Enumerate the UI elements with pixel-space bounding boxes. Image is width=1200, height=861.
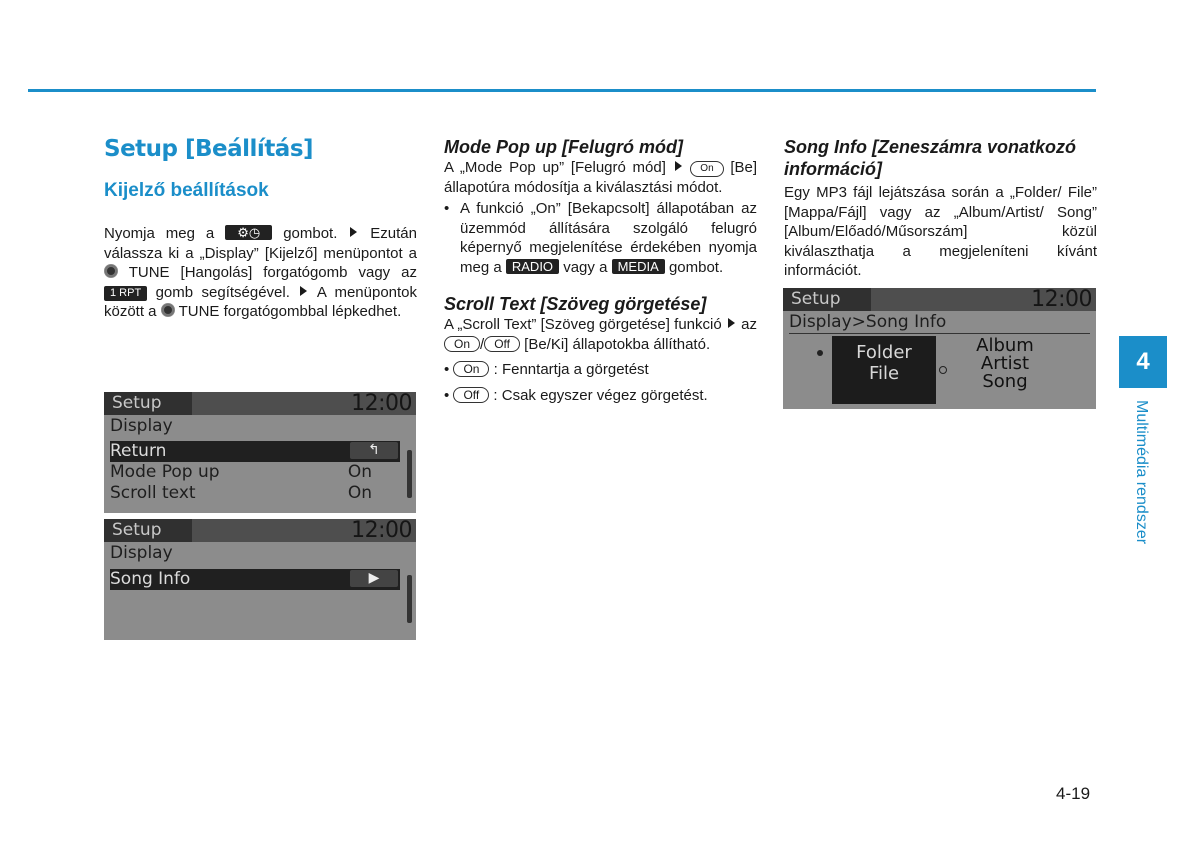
chapter-tab: 4 <box>1119 336 1167 388</box>
song-info-paragraph: Egy MP3 fájl lejátszása során a „Folder/ File” [Mappa/Fájl] vagy az „Album/Artist/ Song” [Album/Előadó/Műsorszám] közül kiválaszthatja a megjeleníteni kívánt információt. <box>784 184 1097 279</box>
off-button-icon: Off <box>453 387 489 403</box>
row-label: Song Info <box>110 569 191 589</box>
arrow-right-icon <box>675 161 682 171</box>
text: [Be] állapotúra módosítja a kiválasztási módot. <box>444 159 758 196</box>
on-button-icon: On <box>453 361 489 377</box>
text: vagy a <box>563 258 608 276</box>
display-screen-1 <box>104 392 416 513</box>
text: A „Scroll Text” [Szöveg görgetése] funkció <box>444 316 722 333</box>
bullet: • <box>444 386 450 404</box>
row-label: Return <box>110 441 167 461</box>
scroll-off-bullet <box>444 386 757 406</box>
song-info-heading: Song Info [Zeneszámra vonatkozó információ] <box>784 137 1077 179</box>
scroll-text-paragraph: A „Scroll Text” [Szöveg görgetése] funkció az On / Off [Be/Ki] állapotokba állítható. <box>444 316 757 353</box>
column-1 <box>104 136 417 322</box>
screen-header-title: Setup <box>783 288 871 311</box>
text: Nyomja meg a <box>104 225 215 242</box>
display-screen-3 <box>783 288 1096 409</box>
arrow-right-icon <box>728 318 735 328</box>
arrow-right-icon <box>300 286 307 296</box>
text: : Csak egyszer végez görgetést. <box>493 386 708 404</box>
chapter-label: Multimédia rendszer <box>1133 400 1150 545</box>
screen-header <box>104 519 416 542</box>
one-rpt-button-icon: 1 RPT <box>104 286 147 301</box>
screen-row-song-info[interactable] <box>110 569 400 590</box>
screen-menu-path: Display <box>110 543 173 563</box>
top-rule <box>28 89 1096 92</box>
on-button-icon: On <box>444 336 480 352</box>
page-number: 4-19 <box>1056 784 1091 803</box>
screen-row-mode-pop-up[interactable] <box>110 462 400 483</box>
screen-row-return[interactable] <box>110 441 400 462</box>
scroll-text-heading: Scroll Text [Szöveg görgetése] <box>444 294 707 314</box>
screen-menu-path: Display>Song Info <box>789 312 947 332</box>
screen-scrollbar[interactable] <box>407 450 412 498</box>
row-label: Scroll text <box>110 483 196 503</box>
screen-divider <box>789 333 1090 334</box>
screen-scrollbar[interactable] <box>407 575 412 623</box>
screen-header <box>104 392 416 415</box>
mode-pop-up-bullet <box>444 199 757 277</box>
intro-paragraph <box>104 224 417 322</box>
screen-row-scroll-text[interactable] <box>110 483 400 504</box>
section-subtitle: Kijelző beállítások <box>104 180 269 201</box>
mode-pop-up-paragraph <box>444 158 757 197</box>
screen-menu-path: Display <box>110 416 173 436</box>
text: gomb segítségével. <box>155 283 290 301</box>
row-label: Mode Pop up <box>110 462 220 482</box>
media-button-icon: MEDIA <box>612 259 665 274</box>
text: TUNE forgatógombbal lépkedhet. <box>178 303 402 320</box>
text: [Be/Ki] állapotokba állítható. <box>524 335 711 353</box>
text: A menüpontok között a <box>104 283 418 320</box>
option-label: Folder <box>856 342 912 363</box>
option-album-artist-song[interactable] <box>959 337 1051 391</box>
arrow-right-icon: ▶ <box>350 570 398 587</box>
off-button-icon: Off <box>484 336 520 352</box>
radio-button-icon: RADIO <box>506 259 559 274</box>
arrow-right-icon <box>350 227 357 237</box>
text: A „Mode Pop up” [Felugró mód] <box>444 159 666 176</box>
section-title: Setup [Beállítás] <box>104 136 314 162</box>
tune-knob-icon <box>161 303 175 317</box>
column-2 <box>444 136 757 405</box>
text: az <box>741 316 757 333</box>
option-label: Song <box>982 371 1028 392</box>
screen-clock: 12:00 <box>351 519 412 543</box>
screen-clock: 12:00 <box>1031 288 1092 312</box>
bullet: • <box>444 361 450 378</box>
row-value: On <box>347 483 372 503</box>
tune-knob-icon <box>104 264 118 278</box>
radio-selected-icon[interactable] <box>817 350 823 356</box>
option-label: Artist <box>980 353 1030 374</box>
column-3 <box>784 136 1097 281</box>
screen-header-title: Setup <box>104 392 192 415</box>
return-icon: ↰ <box>350 442 398 459</box>
radio-unselected-icon[interactable] <box>939 366 947 374</box>
on-button-icon: On <box>690 161 723 177</box>
screen-header <box>783 288 1096 311</box>
screen-clock: 12:00 <box>351 392 412 416</box>
option-label: File <box>868 363 900 384</box>
bullet: • <box>444 200 450 217</box>
option-label: Album <box>976 335 1034 356</box>
display-screen-2 <box>104 519 416 640</box>
text: TUNE [Hangolás] forgatógomb vagy az <box>128 264 417 281</box>
mode-pop-up-heading: Mode Pop up [Felugró mód] <box>444 137 683 157</box>
text: gombot. <box>668 258 724 276</box>
scroll-on-bullet <box>444 360 757 380</box>
text: gombot. <box>283 225 338 242</box>
row-value: On <box>347 462 372 482</box>
option-folder-file[interactable] <box>832 336 936 404</box>
text: Ezután válassza ki a „Display” [Kijelző] menüpontot a <box>104 225 417 262</box>
text: : Fenntartja a görgetést <box>493 361 649 378</box>
text: A funkció „On” [Bekapcsolt] állapotában az üzemmód állítására szolgáló felugró képernyő megjelenítése érdekében nyomja meg a <box>460 200 757 276</box>
setup-clock-button-icon: ⚙◷ <box>225 225 272 240</box>
screen-header-title: Setup <box>104 519 192 542</box>
